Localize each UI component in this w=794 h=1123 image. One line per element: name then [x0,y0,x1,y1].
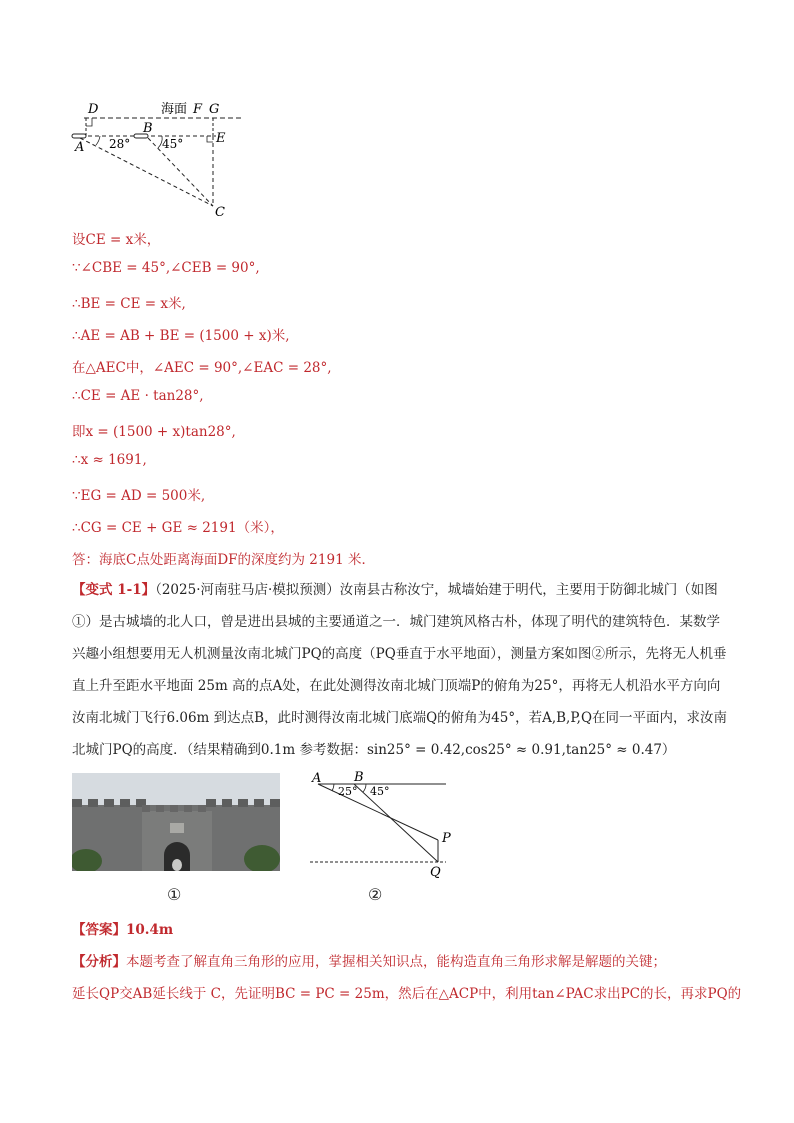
label-e: E [216,131,226,146]
analysis-label: 【分析】 [72,954,126,970]
angle-28-label: 28° [109,137,131,151]
label-f: F [193,102,203,117]
caption-diagram: ② [368,885,383,904]
variant-text: 汝南县古称汝宁，城墙始建于明代，主要用于防御北城门（如图①）是古城墙的北人口，曾是进出县城的主要通道之一．城门建筑风格古朴，体现了明代的建筑特色．某数学兴趣小组想要用无人机测量汝南北城门PQ的高度（PQ垂直于水平地面），测量方案如图②所示，先将无人机垂直上升至距水平地面 25m 高的点A处，在此处测得汝南北城门顶端P的俯角为25°，再将无人机沿水平方向向汝南北城门飞行6.06m 到达点B，此时测得汝南北城门底端Q的俯角为45°，若A,B,P,Q在同一平面内，求汝南北城门PQ的高度．（结果精确到0.1m 参考数据：sin25° = 0.42,cos25° ≈ 0.91,tan25° ≈ 0.47） [72,582,728,758]
analysis-text-2: 延长QP交AB延长线于 C，先证明BC = PC = 25m，然后在△ACP中，利用tan∠PAC求出PC的长，再求PQ的 [72,986,742,1002]
answer-label: 【答案】 [72,922,126,938]
solution-line-2: ∵∠CBE = 45°,∠CEB = 90°, [72,260,260,276]
solution-line-3: ∴BE = CE = x米, [72,296,186,312]
solution-line-7: 即x = (1500 + x)tan28°, [72,424,236,440]
label-p: P [442,831,451,846]
label-sea: 海面 [161,102,188,117]
city-gate-photo [72,773,280,871]
answer-sentence: 答：海底C点处距离海面DF的深度约为 2191 米． [72,552,375,568]
solution-line-1: 设CE = x米， [72,232,161,248]
analysis-row [72,950,666,970]
angle-25-label: 25° [338,785,358,798]
label-b: B [143,121,153,136]
label-g: G [209,102,220,117]
solution-line-5: 在△AEC中，∠AEC = 90°,∠EAC = 28°, [72,360,332,376]
answer-value: 10.4m [126,922,174,938]
label-a: A [75,140,85,155]
solution-line-9: ∵EG = AD = 500米, [72,488,206,504]
solution-line-8: ∴x ≈ 1691, [72,452,147,468]
sea-depth-diagram [66,98,256,220]
drone-diagram [306,770,456,878]
solution-line-4: ∴AE = AB + BE = (1500 + x)米, [72,328,290,344]
variant-problem [72,574,732,766]
label-c: C [215,205,225,220]
label-q: Q [430,865,441,878]
label-a2: A [312,771,322,786]
variant-source: （2025·河南驻马店·模拟预测） [155,582,340,598]
analysis-text: 本题考查了解直角三角形的应用，掌握相关知识点，能构造直角三角形求解是解题的关键； [126,954,666,970]
solution-line-6: ∴CE = AE · tan28°, [72,388,204,404]
angle-45-label: 45° [162,137,184,151]
label-b2: B [354,770,364,785]
label-d: D [88,102,99,117]
caption-photo: ① [167,885,182,904]
variant-tag: 【变式 1-1】 [72,582,156,598]
angle-45-label-2: 45° [370,785,390,798]
answer-row [72,918,173,938]
solution-line-10: ∴CG = CE + GE ≈ 2191（米）， [72,520,284,536]
